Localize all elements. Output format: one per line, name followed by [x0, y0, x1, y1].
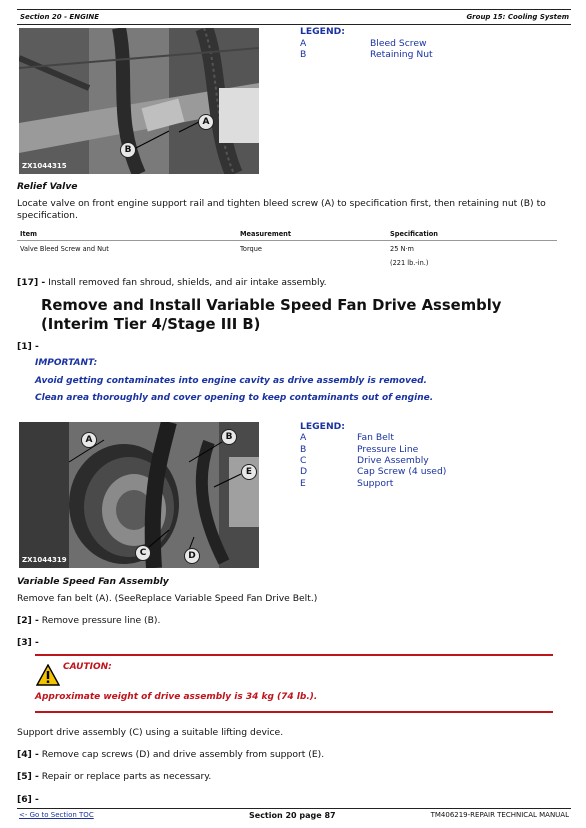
step-number: [3] - — [17, 637, 39, 648]
step-text: Install removed fan shroud, shields, and air intake assembly. — [45, 277, 327, 288]
legend-title: LEGEND: — [300, 421, 345, 432]
callout-b: B — [221, 429, 237, 445]
step-text: Remove cap screws (D) and drive assembly from support (E). — [38, 749, 325, 760]
callout-a: A — [81, 432, 97, 448]
step-3 — [17, 637, 39, 649]
step-number: [17] - — [17, 277, 46, 288]
legend-title: LEGEND: — [300, 26, 345, 37]
figure-caption: Relief Valve — [17, 181, 78, 192]
footer-page: Section 20 page 87 — [249, 811, 336, 820]
caution-bottom-rule — [35, 711, 553, 713]
step-number: [5] - — [17, 771, 39, 782]
step-4 — [17, 749, 324, 761]
legend-key: A — [300, 432, 307, 443]
step-text: Remove pressure line (B). — [38, 615, 161, 626]
callout-d: D — [184, 548, 200, 564]
callout-c: C — [135, 545, 151, 561]
legend-label: Support — [357, 478, 394, 489]
table-header: Specification — [390, 230, 438, 238]
header-section: Section 20 - ENGINE — [20, 13, 100, 21]
caution-title: CAUTION: — [63, 662, 112, 672]
step-number: [2] - — [17, 615, 39, 626]
important-line: Clean area thoroughly and cover opening to keep contaminants out of engine. — [35, 393, 434, 403]
important-line: Avoid getting contaminates into engine cavity as drive assembly is removed. — [35, 376, 427, 386]
header-group: Group 15: Cooling System — [466, 13, 569, 21]
table-cell: Valve Bleed Screw and Nut — [20, 245, 109, 253]
table-header: Item — [20, 230, 37, 238]
step-text: Repair or replace parts as necessary. — [38, 771, 212, 782]
step-number: [1] - — [17, 341, 39, 352]
instruction-text: Locate valve on front engine support rail and tighten bleed screw (A) to specification first, then retaining nut (B) to specification. — [17, 198, 546, 221]
footer-rule — [17, 808, 571, 809]
go-to-section-toc-link[interactable]: <- Go to Section TOC — [19, 811, 94, 819]
step-1 — [17, 341, 39, 353]
step-17 — [17, 277, 327, 289]
spec-table — [17, 230, 557, 272]
relief-valve-photo — [19, 28, 259, 174]
warning-triangle-icon — [36, 664, 60, 686]
figure-caption: Variable Speed Fan Assembly — [17, 576, 169, 587]
legend-fan-drive — [300, 421, 540, 493]
table-header: Measurement — [240, 230, 292, 238]
section-title: Remove and Install Variable Speed Fan Drive Assembly (Interim Tier 4/Stage III B) — [41, 297, 502, 333]
step-6 — [17, 794, 39, 806]
legend-label: Bleed Screw — [370, 38, 427, 49]
figure-id: ZX1044319 — [22, 556, 67, 564]
legend-label: Fan Belt — [357, 432, 394, 443]
legend-label: Pressure Line — [357, 444, 419, 455]
callout-b: B — [120, 142, 136, 158]
callout-a: A — [198, 114, 214, 130]
legend-key: D — [300, 466, 308, 477]
legend-key: A — [300, 38, 307, 49]
fan-drive-photo — [19, 422, 259, 568]
table-cell: (221 lb.-in.) — [390, 259, 429, 267]
legend-label: Cap Screw (4 used) — [357, 466, 447, 477]
table-cell: 25 N·m — [390, 245, 414, 253]
step-5 — [17, 771, 211, 783]
legend-key: B — [300, 49, 307, 60]
step-2 — [17, 615, 160, 627]
callout-e: E — [241, 464, 257, 480]
footer-manual: TM406219-REPAIR TECHNICAL MANUAL — [430, 811, 569, 819]
step-number: [4] - — [17, 749, 39, 760]
legend-key: B — [300, 444, 307, 455]
figure-id: ZX1044315 — [22, 162, 67, 170]
instruction-text: Remove fan belt (A). (SeeReplace Variable Speed Fan Drive Belt.) — [17, 593, 318, 604]
caution-text: Approximate weight of drive assembly is 34 kg (74 lb.). — [35, 692, 318, 702]
legend-label: Retaining Nut — [370, 49, 433, 60]
legend-key: C — [300, 455, 307, 466]
caution-top-rule — [35, 654, 553, 656]
step-number: [6] - — [17, 794, 39, 805]
table-rule — [17, 240, 557, 241]
legend-relief-valve — [300, 26, 540, 66]
legend-label: Drive Assembly — [357, 455, 429, 466]
important-title: IMPORTANT: — [35, 358, 98, 368]
instruction-text: Support drive assembly (C) using a suitable lifting device. — [17, 727, 284, 738]
table-cell: Torque — [240, 245, 262, 253]
legend-key: E — [300, 478, 306, 489]
page-header — [17, 9, 571, 25]
